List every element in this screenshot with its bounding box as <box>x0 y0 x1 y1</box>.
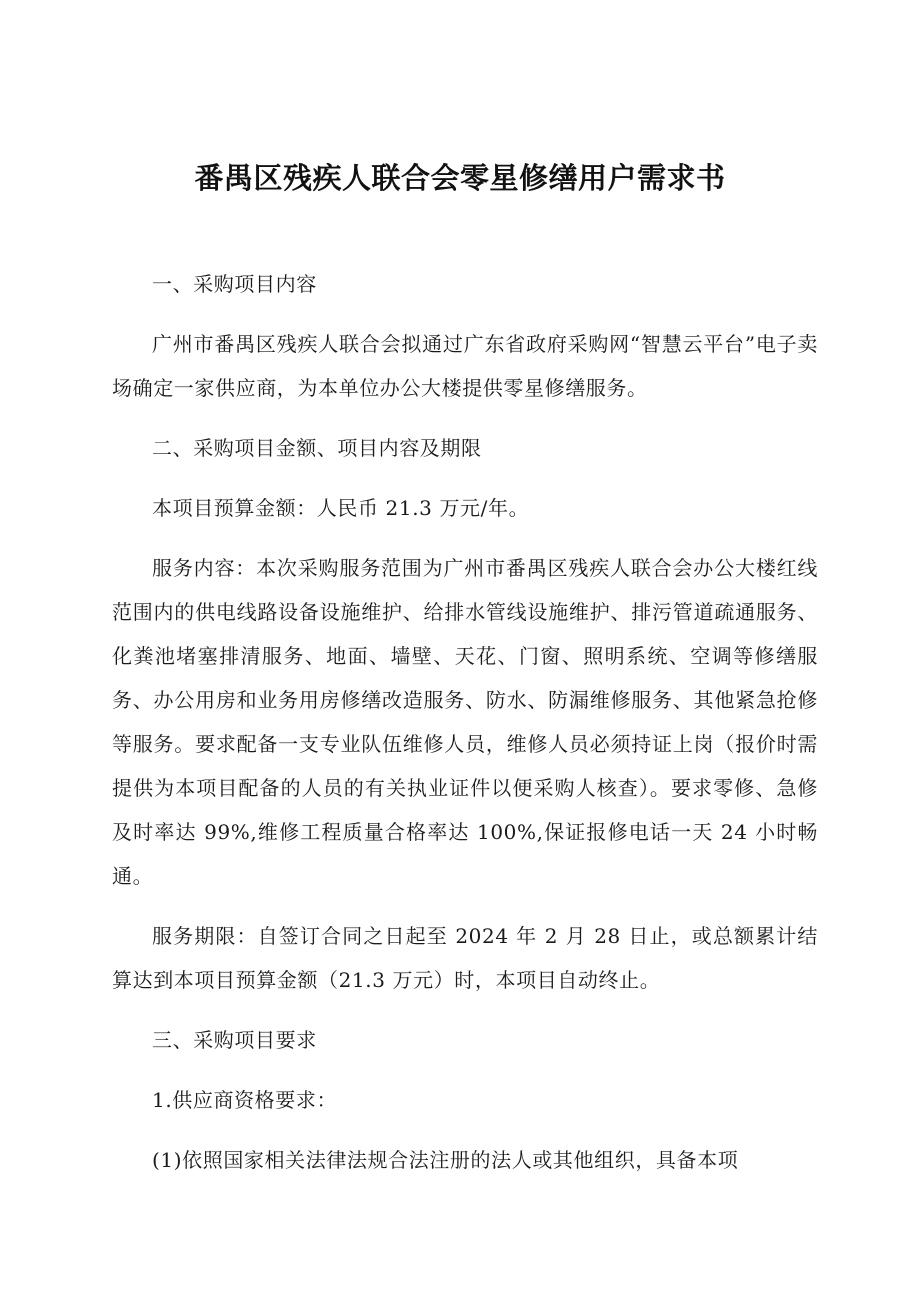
paragraph-requirement-1: (1)依照国家相关法律法规合法注册的法人或其他组织，具备本项 <box>152 1148 739 1172</box>
paragraph-budget: 本项目预算金额：人民币 21.3 万元/年。 <box>152 496 530 520</box>
section-heading-3: 三、采购项目要求 <box>152 1028 317 1052</box>
section-heading-2: 二、采购项目金额、项目内容及期限 <box>152 436 482 460</box>
paragraph-supplier-requirements: 1.供应商资格要求： <box>152 1088 338 1112</box>
paragraph-project-content: 广州市番禺区残疾人联合会拟通过广东省政府采购网“智慧云平台”电子卖场确定一家供应商，为本单位办公大楼提供零星修缮服务。 <box>112 332 818 400</box>
paragraph-service-content: 服务内容：本次采购服务范围为广州市番禺区残疾人联合会办公大楼红线范围内的供电线路设备设施维护、给排水管线设施维护、排污管道疏通服务、化粪池堵塞排清服务、地面、墙壁、天花、门窗、照明系统、空调等修缮服务、办公用房和业务用房修缮改造服务、防水、防漏维修服务、其他紧急抢修等服务。要求配备一支专业队伍维修人员，维修人员必须持证上岗（报价时需提供为本项目配备的人员的有关执业证件以便采购人核查）。要求零修、急修及时率达 99%,维修工程质量合格率达 100%,保证报修电话一天 24 小时畅通。 <box>112 556 818 888</box>
paragraph-service-period: 服务期限：自签订合同之日起至 2024 年 2 月 28 日止，或总额累计结算达到本项目预算金额（21.3 万元）时，本项目自动终止。 <box>112 924 818 992</box>
document-body <box>112 262 818 1182</box>
document-title: 番禺区残疾人联合会零星修缮用户需求书 <box>194 161 726 195</box>
section-heading-1: 一、采购项目内容 <box>152 272 317 296</box>
